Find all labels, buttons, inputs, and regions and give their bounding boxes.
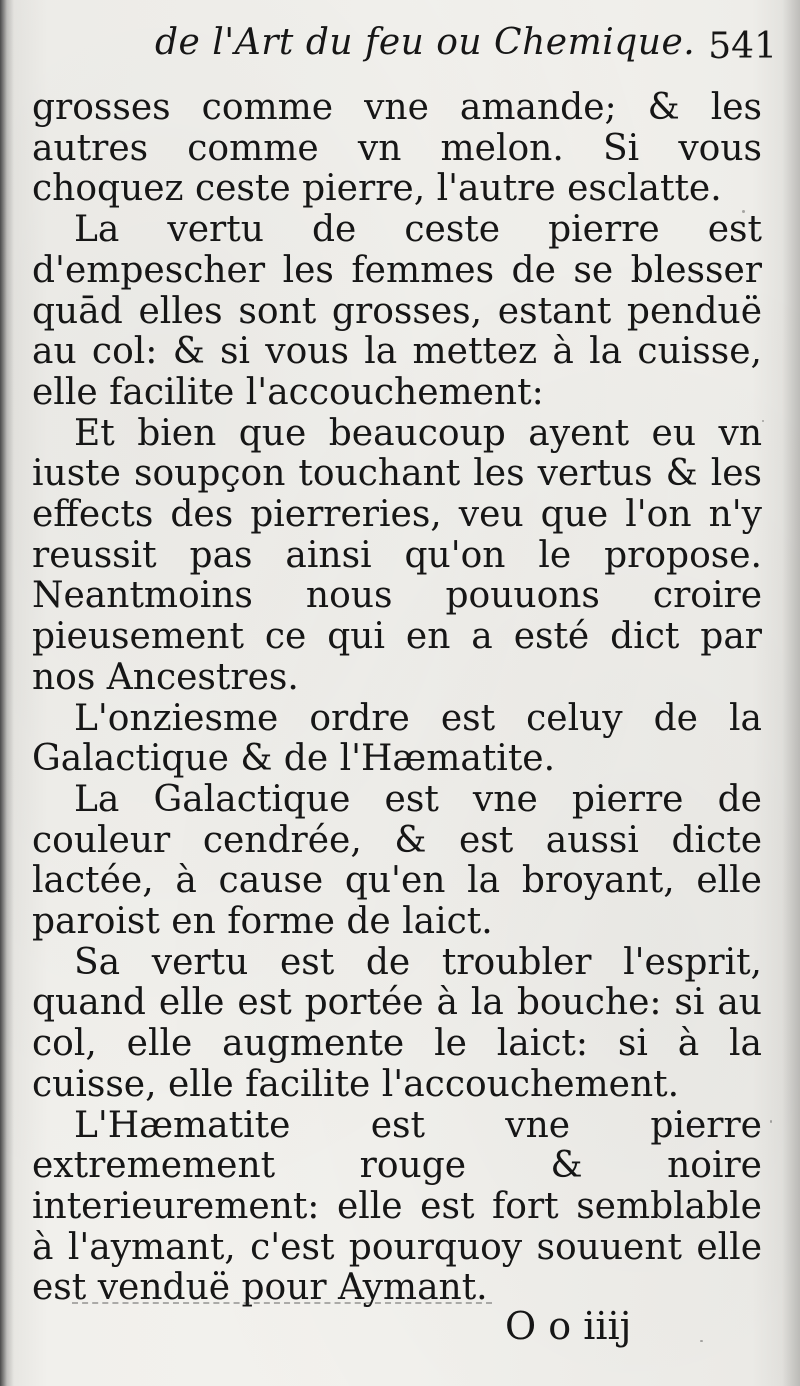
paragraph: La vertu de ceste pierre est d'empescher les femmes de se blesser quād elles sont grosses, estant penduë au col: & si vous la mettez à la cuisse, elle facilite l'accouchement: [32, 209, 762, 413]
paragraph: L'onziesme ordre est celuy de la Galactique & de l'Hæmatite. [32, 697, 762, 780]
paragraph: Sa vertu est de troubler l'esprit, quand elle est portée à la bouche: si au col, elle augmente le laict: si à la cuisse, elle facilite l'accouchement. [32, 941, 762, 1105]
running-head: de l'Art du feu ou Chemique. [155, 22, 696, 63]
page-number: 541 [708, 26, 777, 67]
paper-speck [770, 1120, 772, 1123]
gutter-shadow [0, 0, 14, 1386]
paper-speck [742, 210, 745, 213]
signature-mark: O o iiij [505, 1304, 632, 1348]
paper-speck [700, 1340, 703, 1342]
paragraph-continuation: grosses comme vne amande; & les autres comme vn melon. Si vous choquez ceste pierre, l'autre esclatte. [32, 87, 762, 210]
paper-speck [762, 420, 764, 422]
paragraph: Et bien que beaucoup ayent eu vn iuste soupçon touchant les vertus & les effects des pierreries, veu que l'on n'y reussit pas ainsi qu'on le propose. Neantmoins nous pouuons croire pieusement ce qui en a esté dict par nos Ancestres. [32, 412, 762, 698]
body-text [32, 88, 762, 1309]
bottom-rule [72, 1302, 492, 1304]
page-header [155, 18, 785, 78]
paragraph: La Galactique est vne pierre de couleur cendrée, & est aussi dicte lactée, à cause qu'en la broyant, elle paroist en forme de laict. [32, 778, 762, 943]
paragraph: L'Hæmatite est vne pierre extremement rouge & noire interieurement: elle est fort semblable à l'aymant, c'est pourquoy souuent elle est venduë pour Aymant. [32, 1104, 762, 1309]
edge-shade [782, 0, 800, 1386]
